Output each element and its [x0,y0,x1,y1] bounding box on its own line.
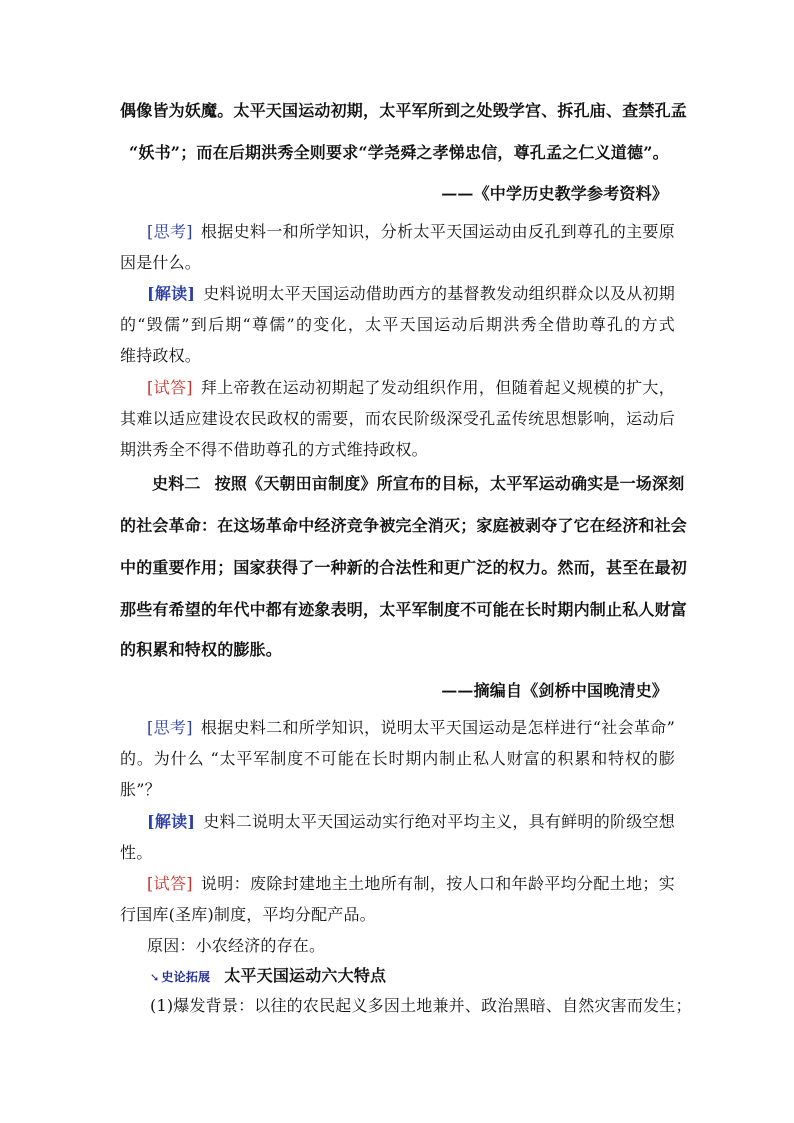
think2-line3: 胀”？ [120,780,161,799]
answer1-line2: 其难以适应建设农民政权的需要，而农民阶级深受孔孟传统思想影响，运动后 [120,409,675,428]
answer2-line2: 行国库(圣库)制度，平均分配产品。 [120,905,376,924]
arrow-icon: ➘ [150,971,160,984]
think1-line1 [147,222,675,242]
answer-tag: [试答] [147,378,193,397]
material2-label: 史料二 [152,474,201,493]
think2-line1 [147,718,675,738]
think1-line2: 因是什么。 [120,253,202,272]
read2-line1 [147,812,675,832]
para1-source: ——《中学历史教学参考资料》 [441,184,668,203]
answer2-line3: 原因：小农经济的存在。 [147,936,326,955]
read1-line1 [147,284,675,304]
think2-text: 根据史料二和所学知识，说明太平天国运动是怎样进行“社会革命” [200,718,675,737]
answer1-text: 拜上帝教在运动初期起了发动组织作用，但随着起义规模的扩大， [200,378,675,397]
answer-tag: [试答] [147,874,193,893]
material2-line4: 那些有希望的年代中都有迹象表明，太平军制度不可能在长时期内制止私人财富 [120,600,688,619]
read1-text: 史料说明太平天国运动借助西方的基督教发动组织群众以及从初期 [203,284,675,303]
material2-line1 [152,474,685,494]
material2-line5: 的积累和特权的膨胀。 [120,640,283,659]
read-tag: [解读] [147,812,196,831]
read1-line2: 的“毁儒”到后期“尊儒”的变化，太平天国运动后期洪秀全借助尊孔的方式 [120,315,675,334]
read2-text: 史料二说明太平天国运动实行绝对平均主义，具有鲜明的阶级空想 [203,812,675,831]
read1-line3: 维持政权。 [120,346,202,365]
material2-line3: 中的重要作用；国家获得了一种新的合法性和更广泛的权力。然而，甚至在最初 [120,558,688,577]
read2-line2: 性。 [120,843,153,862]
extension-title: 太平天国运动六大特点 [224,966,387,985]
answer1-line3: 期洪秀全不得不借助尊孔的方式维持政权。 [120,440,428,459]
read-tag: [解读] [147,284,196,303]
think1-text: 根据史料一和所学知识，分析太平天国运动由反孔到尊孔的主要原 [200,222,675,241]
extension-item1: (1)爆发背景：以往的农民起义多因土地兼并、政治黑暗、自然灾害而发生； [150,996,692,1015]
think-tag: [思考] [147,222,193,241]
think-tag: [思考] [147,718,193,737]
answer1-line1 [147,378,675,398]
answer2-text: 说明：废除封建地主土地所有制，按人口和年龄平均分配土地；实 [200,874,675,893]
extension-heading [150,966,705,988]
material2-text: 按照《天朝田亩制度》所宣布的目标，太平军运动确实是一场深刻 [214,474,685,493]
answer2-line1 [147,874,675,894]
material2-line2: 的社会革命：在这场革命中经济竞争被完全消灭；家庭被剥夺了它在经济和社会 [120,516,688,535]
para1-line2: “妖书”；而在后期洪秀全则要求“学尧舜之孝悌忠信，尊孔孟之仁义道德”。 [129,143,669,162]
extension-label: 史论拓展 [161,970,211,984]
para1-line1: 偶像皆为妖魔。太平天国运动初期，太平军所到之处毁学宫、拆孔庙、查禁孔孟 [120,101,688,120]
think2-line2: 的。为什么 “太平军制度不可能在长时期内制止私人财富的积累和特权的膨 [120,749,675,768]
material2-source: ——摘编自《剑桥中国晚清史》 [441,681,668,700]
